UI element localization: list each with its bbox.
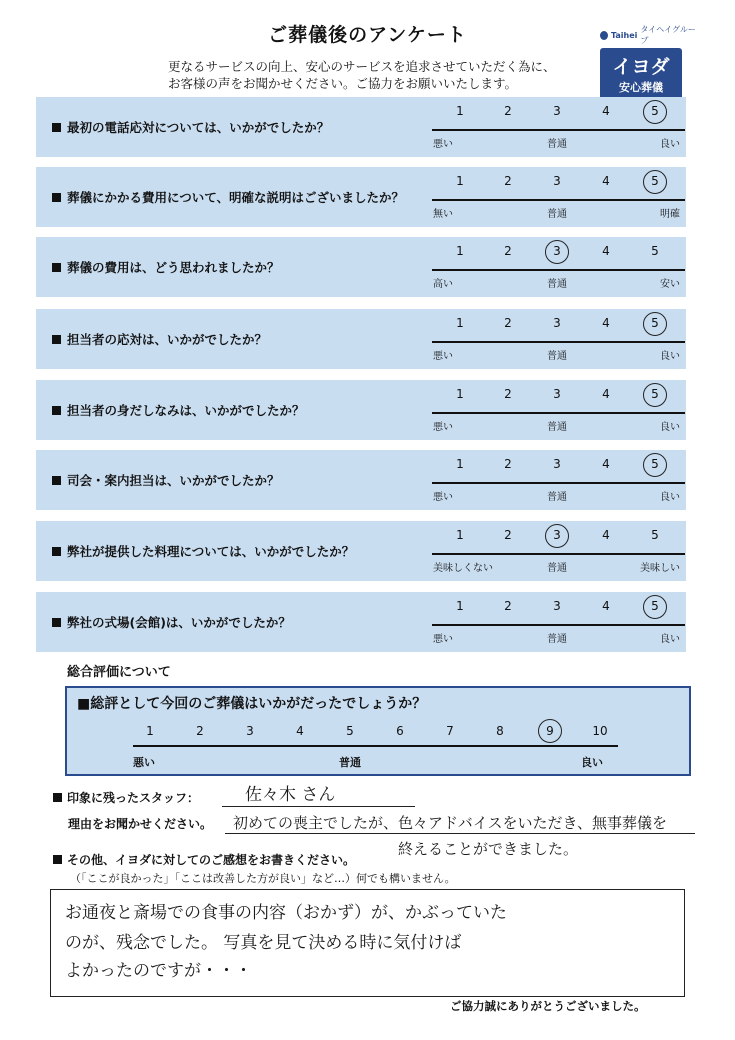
question-text: 担当者の身だしなみは、いかがでしたか？ bbox=[52, 401, 305, 419]
logo-name: イヨダ bbox=[612, 56, 670, 78]
question-row bbox=[36, 450, 686, 510]
scale-number-2[interactable]: 2 bbox=[504, 104, 512, 118]
scale-line bbox=[432, 199, 685, 201]
scale-number-3[interactable]: 3 bbox=[553, 104, 561, 118]
scale-number-2[interactable]: 2 bbox=[504, 244, 512, 258]
scale-label-mid: 普通 bbox=[547, 422, 567, 433]
selected-answer-circle bbox=[643, 312, 667, 336]
selected-answer-circle bbox=[643, 595, 667, 619]
scale-number-2[interactable]: 2 bbox=[504, 174, 512, 188]
question-text: 葬儀にかかる費用について、明確な説明はございましたか？ bbox=[52, 188, 404, 206]
overall-number-1[interactable]: 1 bbox=[146, 724, 154, 738]
question-text: 葬儀の費用は、どう思われましたか？ bbox=[52, 258, 280, 276]
scale-label-high: 良い bbox=[660, 634, 680, 645]
scale-number-3[interactable]: 3 bbox=[553, 387, 561, 401]
scale-line bbox=[432, 129, 685, 131]
logo-tagline: 安心葬儀 bbox=[619, 81, 663, 94]
reason-label: 理由をお聞かせください。 bbox=[68, 817, 213, 831]
scale-number-5[interactable]: 5 bbox=[651, 457, 659, 471]
scale-label-low: 美味しくない bbox=[433, 563, 493, 574]
company-logo bbox=[600, 24, 696, 100]
scale-number-3[interactable]: 3 bbox=[553, 316, 561, 330]
scale-number-2[interactable]: 2 bbox=[504, 599, 512, 613]
staff-underline bbox=[222, 806, 415, 807]
scale-label-mid: 普通 bbox=[547, 492, 567, 503]
scale-number-3[interactable]: 3 bbox=[553, 599, 561, 613]
overall-heading: 総合評価について bbox=[67, 665, 171, 680]
selected-answer-circle bbox=[545, 240, 569, 264]
logo-box bbox=[600, 48, 682, 100]
selected-answer-circle bbox=[545, 524, 569, 548]
overall-rating-box bbox=[65, 686, 691, 776]
scale-label-high: 良い bbox=[660, 351, 680, 362]
scale-number-2[interactable]: 2 bbox=[504, 316, 512, 330]
scale-label-low: 悪い bbox=[433, 422, 453, 433]
scale-number-4[interactable]: 4 bbox=[602, 528, 610, 542]
scale-number-2[interactable]: 2 bbox=[504, 528, 512, 542]
intro-line-1: 更なるサービスの向上、安心のサービスを追求させていただく為に、 bbox=[168, 59, 556, 74]
scale-number-1[interactable]: 1 bbox=[456, 599, 464, 613]
scale-label-low: 高い bbox=[433, 279, 453, 290]
scale-number-5[interactable]: 5 bbox=[651, 387, 659, 401]
question-row bbox=[36, 167, 686, 227]
scale-line bbox=[432, 412, 685, 414]
question-text: 弊社の式場(会館)は、いかがでしたか？ bbox=[52, 613, 291, 631]
question-text: 最初の電話応対については、いかがでしたか？ bbox=[52, 118, 329, 136]
scale-number-4[interactable]: 4 bbox=[602, 104, 610, 118]
scale-number-1[interactable]: 1 bbox=[456, 104, 464, 118]
logo-mark-icon bbox=[600, 31, 608, 40]
scale-label-mid: 普通 bbox=[547, 139, 567, 150]
scale-label-mid: 普通 bbox=[547, 634, 567, 645]
scale-line bbox=[432, 269, 685, 271]
scale-number-3[interactable]: 3 bbox=[553, 528, 561, 542]
scale-label-low: 悪い bbox=[433, 139, 453, 150]
scale-label-mid: 普通 bbox=[547, 351, 567, 362]
scale-number-4[interactable]: 4 bbox=[602, 244, 610, 258]
reason-answer-line-2: 終えることができました。 bbox=[398, 840, 579, 858]
overall-selected-circle bbox=[538, 719, 562, 743]
comment-line-1: お通夜と斎場での食事の内容（おかず）が、かぶっていた bbox=[65, 903, 507, 923]
question-text: 弊社が提供した料理については、いかがでしたか？ bbox=[52, 542, 354, 560]
selected-answer-circle bbox=[643, 383, 667, 407]
overall-label-low: 悪い bbox=[133, 756, 155, 769]
thanks-text: ご協力誠にありがとうございました。 bbox=[450, 999, 646, 1013]
scale-label-mid: 普通 bbox=[547, 209, 567, 220]
question-text: 担当者の応対は、いかがでしたか？ bbox=[52, 330, 267, 348]
scale-number-5[interactable]: 5 bbox=[651, 174, 659, 188]
logo-group: タイヘイグループ bbox=[640, 25, 696, 45]
scale-label-high: 明確 bbox=[660, 209, 680, 220]
overall-number-4[interactable]: 4 bbox=[296, 724, 304, 738]
scale-number-4[interactable]: 4 bbox=[602, 316, 610, 330]
scale-line bbox=[432, 482, 685, 484]
scale-label-high: 良い bbox=[660, 422, 680, 433]
scale-number-4[interactable]: 4 bbox=[602, 174, 610, 188]
overall-question: ■総評として今回のご葬儀はいかがだったでしょうか？ bbox=[77, 696, 427, 712]
question-row bbox=[36, 237, 686, 297]
scale-number-1[interactable]: 1 bbox=[456, 174, 464, 188]
scale-number-3[interactable]: 3 bbox=[553, 457, 561, 471]
scale-label-high: 安い bbox=[660, 279, 680, 290]
scale-number-4[interactable]: 4 bbox=[602, 599, 610, 613]
scale-number-3[interactable]: 3 bbox=[553, 174, 561, 188]
overall-number-9[interactable]: 9 bbox=[546, 724, 554, 738]
scale-number-4[interactable]: 4 bbox=[602, 387, 610, 401]
overall-number-10[interactable]: 10 bbox=[592, 724, 608, 738]
scale-number-5[interactable]: 5 bbox=[651, 244, 659, 258]
scale-line bbox=[432, 553, 685, 555]
overall-number-7[interactable]: 7 bbox=[446, 724, 454, 738]
intro-line-2: お客様の声をお聞かせください。ご協力をお願いいたします。 bbox=[168, 76, 518, 91]
staff-answer: 佐々木 さん bbox=[245, 785, 336, 805]
scale-number-5[interactable]: 5 bbox=[651, 316, 659, 330]
selected-answer-circle bbox=[643, 170, 667, 194]
reason-underline bbox=[225, 833, 695, 834]
scale-number-2[interactable]: 2 bbox=[504, 457, 512, 471]
scale-label-low: 悪い bbox=[433, 351, 453, 362]
scale-number-1[interactable]: 1 bbox=[456, 244, 464, 258]
scale-label-high: 良い bbox=[660, 492, 680, 503]
page-title: ご葬儀後のアンケート bbox=[268, 24, 467, 46]
scale-label-low: 悪い bbox=[433, 492, 453, 503]
scale-line bbox=[432, 624, 685, 626]
scale-label-high: 美味しい bbox=[640, 563, 680, 574]
overall-number-5[interactable]: 5 bbox=[346, 724, 354, 738]
scale-number-1[interactable]: 1 bbox=[456, 528, 464, 542]
overall-number-8[interactable]: 8 bbox=[496, 724, 504, 738]
overall-scale-line bbox=[133, 745, 618, 747]
comment-line-2: のが、残念でした。 写真を見て決める時に気付けば bbox=[65, 933, 462, 953]
overall-number-2[interactable]: 2 bbox=[196, 724, 204, 738]
comment-line-3: よかったのですが・・・ bbox=[65, 961, 252, 981]
scale-label-low: 無い bbox=[433, 209, 453, 220]
scale-number-3[interactable]: 3 bbox=[553, 244, 561, 258]
overall-number-3[interactable]: 3 bbox=[246, 724, 254, 738]
selected-answer-circle bbox=[643, 453, 667, 477]
overall-number-6[interactable]: 6 bbox=[396, 724, 404, 738]
question-row bbox=[36, 97, 686, 157]
overall-label-high: 良い bbox=[581, 756, 603, 769]
question-row bbox=[36, 592, 686, 652]
scale-number-1[interactable]: 1 bbox=[456, 316, 464, 330]
question-row bbox=[36, 380, 686, 440]
question-text: 司会・案内担当は、いかがでしたか？ bbox=[52, 471, 280, 489]
overall-label-mid: 普通 bbox=[339, 756, 361, 769]
scale-number-4[interactable]: 4 bbox=[602, 457, 610, 471]
scale-number-2[interactable]: 2 bbox=[504, 387, 512, 401]
question-row bbox=[36, 309, 686, 369]
logo-brand: Taihei bbox=[610, 30, 638, 40]
scale-label-mid: 普通 bbox=[547, 279, 567, 290]
scale-number-5[interactable]: 5 bbox=[651, 528, 659, 542]
scale-label-mid: 普通 bbox=[547, 563, 567, 574]
comments-example: （「ここが良かった」「ここは改善した方が良い」など…）何でも構いません。 bbox=[70, 872, 456, 885]
question-row bbox=[36, 521, 686, 581]
scale-label-low: 悪い bbox=[433, 634, 453, 645]
scale-line bbox=[432, 341, 685, 343]
scale-number-5[interactable]: 5 bbox=[651, 599, 659, 613]
scale-label-high: 良い bbox=[660, 139, 680, 150]
staff-label: 印象に残ったスタッフ： bbox=[53, 789, 199, 806]
comments-label: その他、イヨダに対してのご感想をお書きください。 bbox=[53, 851, 355, 868]
scale-number-1[interactable]: 1 bbox=[456, 457, 464, 471]
reason-answer-line-1: 初めての喪主でしたが、色々アドバイスをいただき、無事葬儀を bbox=[233, 814, 667, 832]
scale-number-1[interactable]: 1 bbox=[456, 387, 464, 401]
selected-answer-circle bbox=[643, 100, 667, 124]
scale-number-5[interactable]: 5 bbox=[651, 104, 659, 118]
comments-box bbox=[50, 889, 685, 997]
